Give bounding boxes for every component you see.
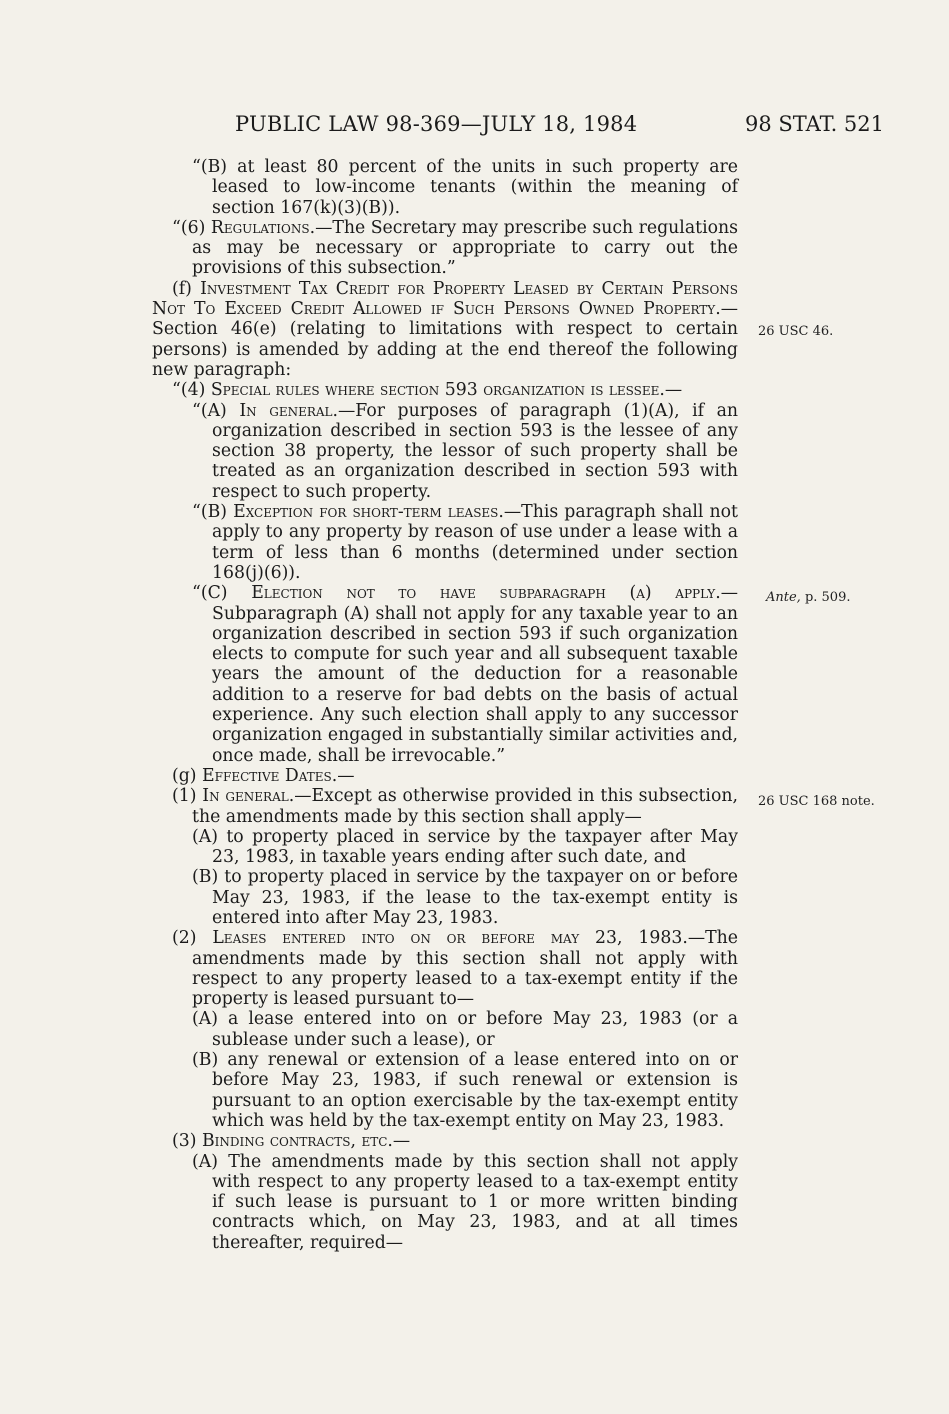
margin-note-ante xyxy=(766,590,850,605)
paragraph-6-text: —The Secretary may prescribe such regulations as may be necessary or appropriate to carry out the provisions of this subsection.” xyxy=(192,217,739,279)
subsection-f xyxy=(152,279,738,380)
subsection-g xyxy=(152,766,738,786)
paragraph-5b-text: “(B) at least 80 percent of the units in such property are leased to low-income tenants (within the meaning of section 167(k)(3)(B)). xyxy=(192,157,738,218)
paragraph-4-dash: — xyxy=(664,380,683,401)
page-number: 98 STAT. 521 xyxy=(745,112,885,136)
paragraph-g2-number: (2) xyxy=(172,928,213,949)
paragraph-g3-heading: Binding contracts, etc. xyxy=(201,1131,393,1152)
paragraph-4b-heading: Exception for short-term leases. xyxy=(233,502,504,523)
paragraph-g1-number: (1) xyxy=(172,786,203,807)
paragraph-g1b-text: (B) to property placed in service by the taxpayer on or before May 23, 1983, if the lease to the tax-exempt entity is entered into after May 23, 1983. xyxy=(192,867,738,928)
paragraph-4a-text: —For purposes of paragraph (1)(A), if an organization described in section 593 is the lessee of any section 38 property, the lessor of such property shall be treated as an organization described in section 593 with respect to such property. xyxy=(212,400,739,502)
paragraph-6 xyxy=(152,218,738,279)
paragraph-4c-heading: Election not to have subparagraph (a) apply. xyxy=(251,583,721,604)
paragraph-g1a xyxy=(152,827,738,868)
subsection-f-number: (f) xyxy=(172,278,201,299)
margin-note-26-usc-168: 26 USC 168 note. xyxy=(758,794,875,809)
paragraph-g2-heading: Leases entered into on or before may 23, 1983. xyxy=(212,928,688,949)
paragraph-4b xyxy=(152,502,738,583)
paragraph-g3a xyxy=(152,1152,738,1253)
paragraph-4b-number: “(B) xyxy=(192,502,234,523)
margin-note-ante-italic: Ante, xyxy=(766,590,801,605)
paragraph-g3a-text: (A) The amendments made by this section shall not apply with respect to any property leased to a tax-exempt entity if such lease is pursuant to 1 or more written binding contracts which, on May 23, 1983, and at all times thereafter, required— xyxy=(192,1151,738,1253)
subsection-g-number: (g) xyxy=(172,765,203,786)
paragraph-g2b xyxy=(152,1050,738,1131)
paragraph-4c-number: “(C) xyxy=(192,583,252,604)
paragraph-g2 xyxy=(152,928,738,1009)
margin-note-ante-page: p. 509. xyxy=(800,590,851,605)
paragraph-g2-text: —The amendments made by this section shall not apply with respect to any property leased to a tax-exempt entity if the property is leased pursuant to— xyxy=(192,928,738,1010)
paragraph-g3-number: (3) xyxy=(172,1131,202,1152)
paragraph-g2b-text: (B) any renewal or extension of a lease entered into on or before May 23, 1983, if such renewal or extension is pursuant to an option exercisable by the tax-exempt entity which was held by the tax-exempt entity on May 23, 1983. xyxy=(192,1050,738,1131)
paragraph-g2a-text: (A) a lease entered into on or before May 23, 1983 (or a sublease under such a lease), or xyxy=(192,1009,738,1050)
paragraph-4a xyxy=(152,401,738,502)
paragraph-6-heading: Regulations. xyxy=(210,217,316,238)
paragraph-g1b xyxy=(152,867,738,928)
paragraph-g2a xyxy=(152,1009,738,1050)
paragraph-6-number: “(6) xyxy=(172,217,211,238)
paragraph-4b-text: —This paragraph shall not apply to any property by reason of use under a lease with a term of less than 6 months (determined under section 168(j)(6)). xyxy=(212,502,738,583)
paragraph-4 xyxy=(152,380,738,400)
running-header-title: PUBLIC LAW 98-369—JULY 18, 1984 xyxy=(235,112,638,136)
paragraph-4a-number: “(A) xyxy=(192,400,240,421)
subsection-g-dash: — xyxy=(337,765,355,786)
paragraph-4-number: “(4) xyxy=(172,380,211,401)
subsection-f-heading: Investment Tax Credit for Property Leased by Certain Persons Not To Exceed Credit Allowed if Such Persons Owned Property. xyxy=(152,278,738,320)
paragraph-g1a-text: (A) to property placed in service by the taxpayer after May 23, 1983, in taxable years ending after such date, and xyxy=(192,826,738,868)
paragraph-g3-dash: — xyxy=(392,1131,411,1152)
paragraph-4-heading: Special rules where section 593 organization is lessee. xyxy=(210,380,665,401)
subsection-f-text: —Section 46(e) (relating to limitations with respect to certain persons) is amended by adding at the end thereof the following new paragraph: xyxy=(152,299,738,380)
paragraph-4c xyxy=(152,583,738,766)
subsection-g-heading: Effective Dates. xyxy=(202,765,338,786)
margin-note-26-usc-46: 26 USC 46. xyxy=(758,324,834,339)
paragraph-4c-text: — Subparagraph (A) shall not apply for any taxable year to an organization described in section 593 if such organization elects to compute for such year and all subsequent taxable years the amount of the deduction for a reasonable addition to a reserve for bad debts on the basis of actual experience. Any such election shall apply to any successor organization engaged in substantially similar activities and, once made, shall be irrevocable.” xyxy=(212,583,738,766)
paragraph-g1 xyxy=(152,786,738,827)
paragraph-g3 xyxy=(152,1131,738,1151)
paragraph-5b xyxy=(152,157,738,218)
paragraph-g1-heading: In general. xyxy=(202,786,295,807)
statute-text xyxy=(152,157,738,1253)
paragraph-g1-text: —Except as otherwise provided in this subsection, the amendments made by this section shall apply— xyxy=(192,786,738,827)
paragraph-4a-heading: In general. xyxy=(239,400,339,421)
